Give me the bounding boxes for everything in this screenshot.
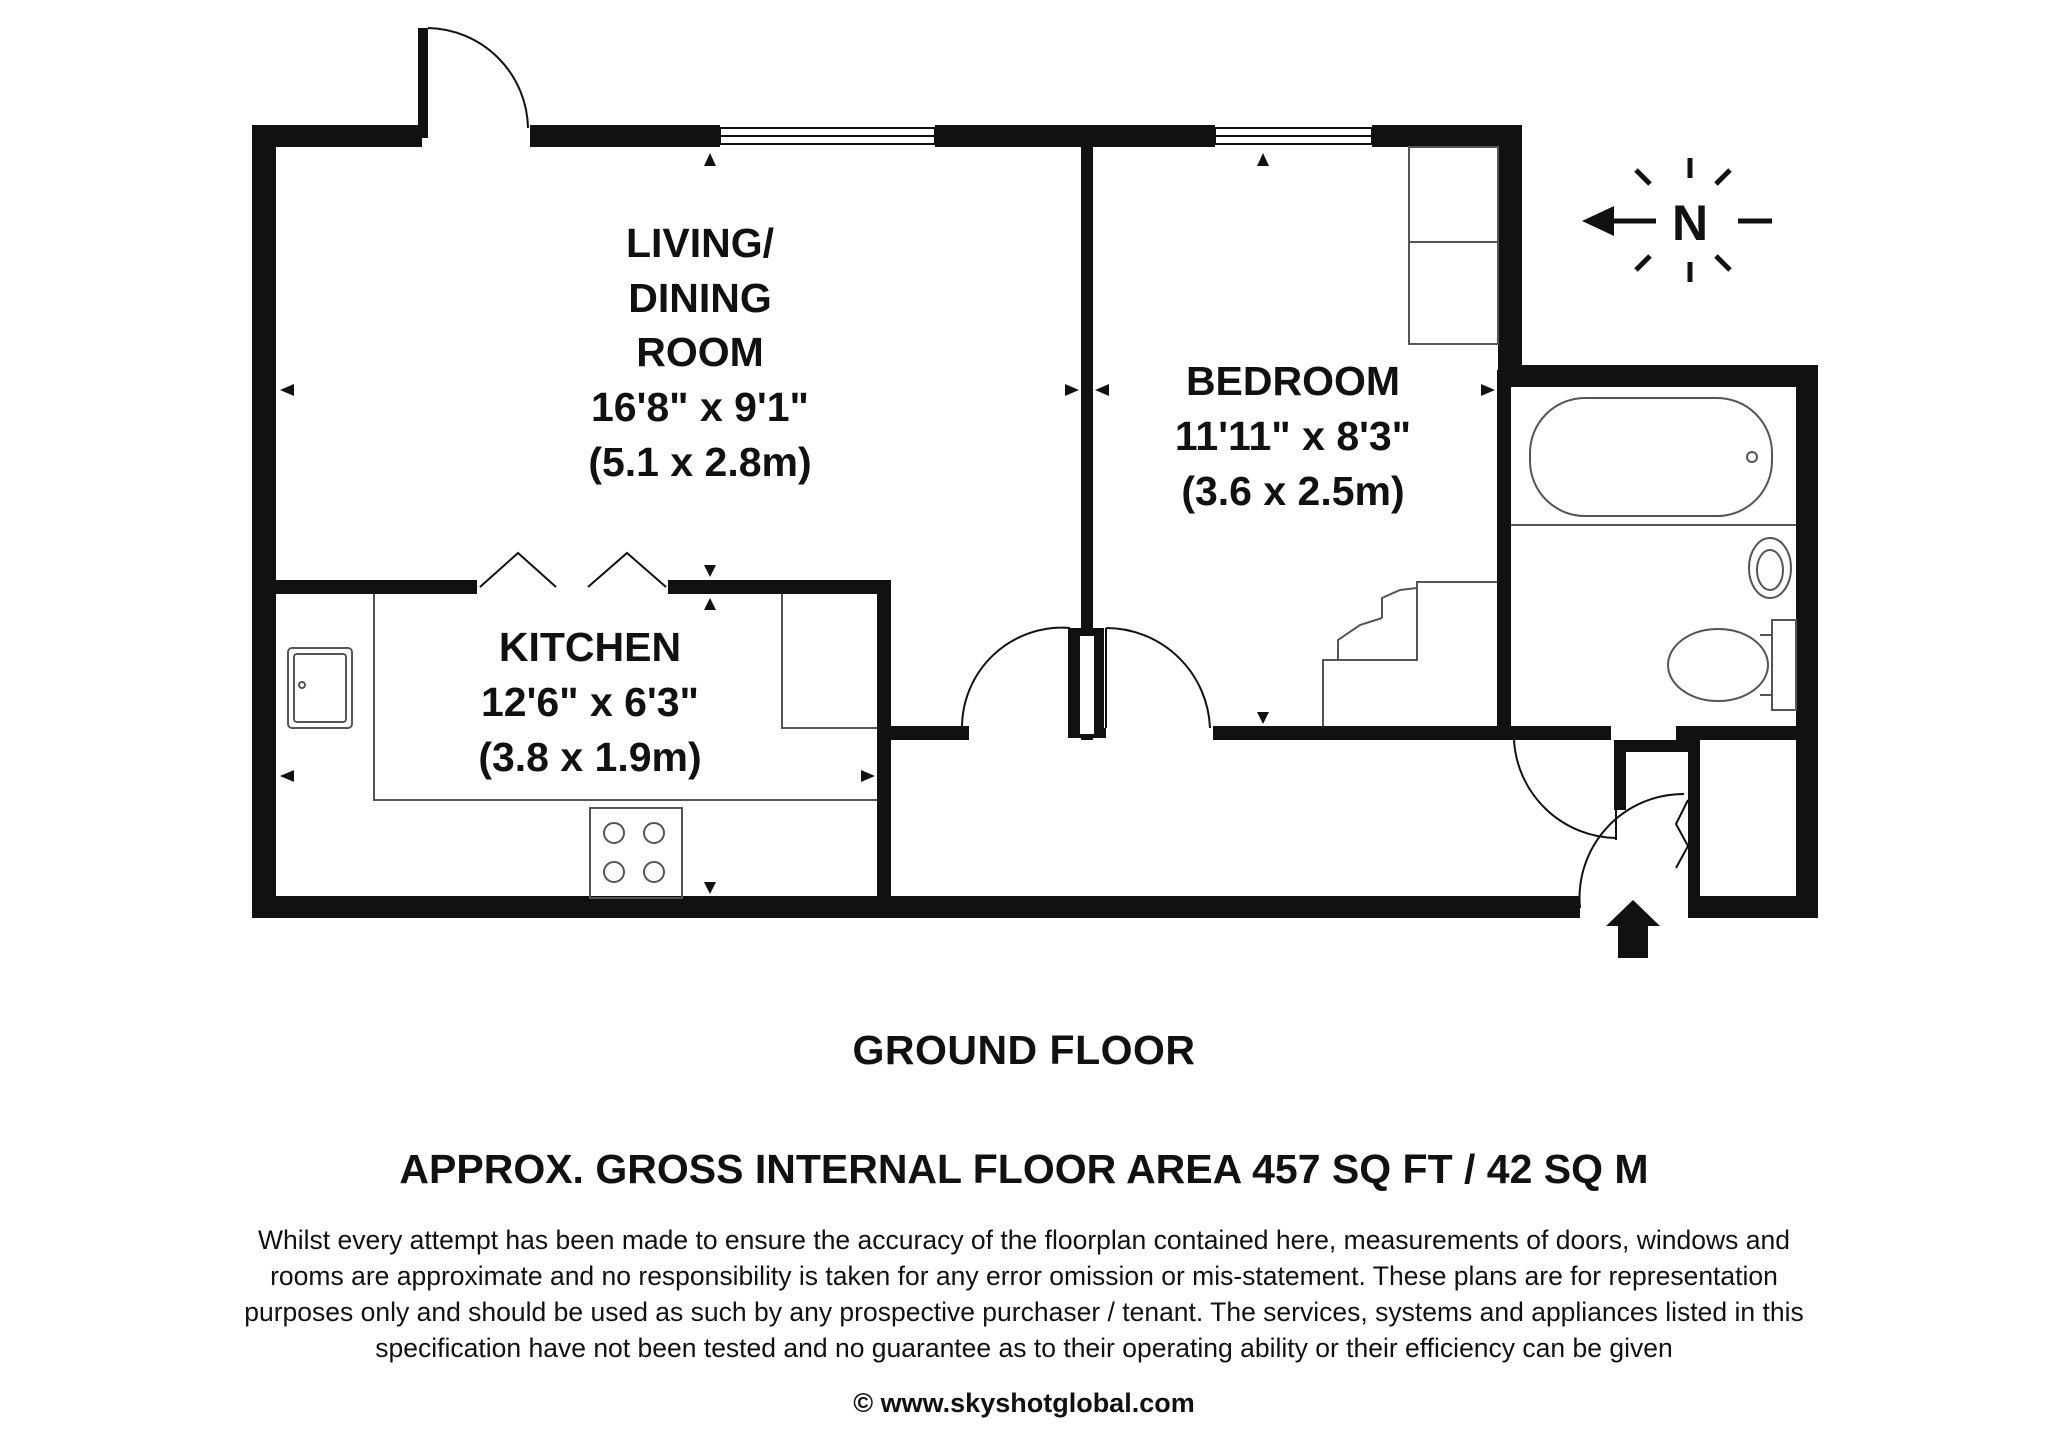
north-arrow-icon — [1582, 206, 1614, 236]
living-room-dims-imperial: 16'8" x 9'1" — [591, 384, 809, 430]
entrance-arrow — [1606, 900, 1660, 958]
kitchen-dims-metric: (3.8 x 1.9m) — [478, 734, 702, 780]
disclaimer-line: purposes only and should be used as such by any prospective purchaser / tenant. The services, systems and appliances listed in this — [244, 1297, 1804, 1327]
kitchen-sink — [288, 648, 352, 728]
living-room-dims-metric: (5.1 x 2.8m) — [588, 439, 812, 485]
toilet-bowl — [1668, 629, 1768, 701]
disclaimer-line: Whilst every attempt has been made to ensure the accuracy of the floorplan contained here, measurements of doors, windows and — [258, 1225, 1790, 1255]
room-labels — [478, 220, 1411, 780]
cupboard-door — [1676, 800, 1688, 868]
door-bedroom-hall — [1106, 628, 1210, 728]
toilet-cistern — [1772, 620, 1796, 710]
disclaimer — [170, 1222, 1878, 1366]
bathtub — [1530, 398, 1772, 516]
bifold-door-right — [588, 553, 666, 587]
bedroom-name: BEDROOM — [1185, 358, 1401, 404]
walls — [252, 28, 1818, 918]
bifold-door-left — [480, 553, 556, 587]
bedroom-dims-metric: (3.6 x 2.5m) — [1181, 468, 1405, 514]
kitchen-worktop-right — [782, 594, 877, 728]
bedroom-cupboard — [1323, 582, 1497, 726]
disclaimer-line: rooms are approximate and no responsibility is taken for any error omission or mis-statement. These plans are for representation — [270, 1261, 1778, 1291]
living-room-name-3: ROOM — [636, 329, 764, 375]
door-front — [1580, 794, 1684, 908]
kitchen-name: KITCHEN — [498, 624, 682, 670]
floor-title: GROUND FLOOR — [852, 1027, 1196, 1073]
copyright-credit: © www.skyshotglobal.com — [853, 1388, 1195, 1418]
living-room-name-2: DINING — [628, 275, 772, 321]
door-living-hall — [962, 628, 1070, 728]
wardrobe — [1409, 147, 1498, 242]
door-living-entry — [428, 28, 528, 128]
compass-north-label: N — [1671, 195, 1709, 251]
door-bathroom — [1514, 740, 1616, 838]
fixtures — [288, 147, 1796, 898]
kitchen-dims-imperial: 12'6" x 6'3" — [481, 679, 699, 725]
living-room-name-1: LIVING/ — [625, 220, 775, 266]
hob — [590, 808, 682, 898]
disclaimer-line: specification have not been tested and no guarantee as to their operating ability or their efficiency can be given — [375, 1333, 1673, 1363]
floor-area-text: APPROX. GROSS INTERNAL FLOOR AREA 457 SQ FT / 42 SQ M — [399, 1146, 1649, 1192]
compass — [1582, 158, 1772, 282]
bedroom-dims-imperial: 11'11" x 8'3" — [1174, 413, 1412, 459]
